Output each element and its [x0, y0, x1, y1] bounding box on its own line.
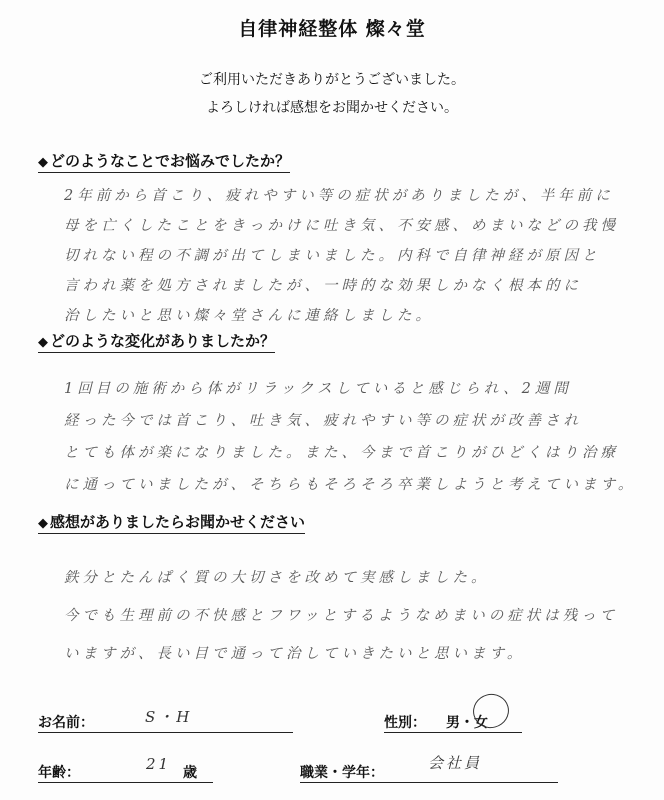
form-title: 自律神経整体 燦々堂 [238, 18, 426, 40]
question-1-label: どのようなことでお悩みでしたか？ [50, 152, 291, 170]
age-value: 21 [146, 755, 172, 773]
answer-line: に通っていましたが、そちらもそろそろ卒業しようと考えています。 [64, 477, 637, 493]
answer-line: 母を亡くしたことをきっかけに吐き気、不安感、めまいなどの我慢 [64, 218, 619, 234]
answer-line: 切れない程の不調が出てしまいました。内科で自律神経が原因と [64, 248, 601, 264]
diamond-bullet-icon: ◆ [38, 155, 48, 170]
answer-2 [64, 373, 640, 501]
answer-line: 今でも生理前の不快感とフワッとするようなめまいの症状は残って [64, 608, 619, 624]
occupation-underline [300, 782, 558, 783]
answer-line: とても体が楽になりました。また、今まで首こりがひどくはり治療 [64, 445, 619, 461]
answer-line: いますが、長い目で通って治していきたいと思います。 [64, 646, 526, 662]
name-label: お名前： [38, 715, 94, 731]
intro-line: ご利用いただきありがとうございました。 [199, 72, 465, 88]
occupation-value: 会社員 [428, 754, 483, 772]
gender-option-female: 女 [474, 715, 488, 731]
gender-underline [384, 732, 522, 733]
question-1-underline [38, 152, 290, 173]
answer-line: 経った今では首こり、吐き気、疲れやすい等の症状が改善され [64, 413, 582, 429]
diamond-bullet-icon: ◆ [38, 516, 48, 531]
name-value: S・H [145, 708, 193, 726]
age-label: 年齢： [38, 765, 80, 781]
question-3-heading [38, 511, 305, 532]
occupation-label: 職業・学年： [300, 765, 384, 781]
intro-text [0, 66, 664, 122]
question-3-label: 感想がありましたらお聞かせください [50, 513, 306, 531]
intro-line: よろしければ感想をお聞かせください。 [206, 100, 458, 116]
age-underline [38, 782, 213, 783]
gender-option-male: 男 [446, 715, 460, 731]
question-2-heading [38, 330, 275, 351]
diamond-bullet-icon: ◆ [38, 335, 48, 350]
answer-line: 言われ薬を処方されましたが、一時的な効果しかなく根本的に [64, 278, 582, 294]
answer-line: 治したいと思い燦々堂さんに連絡しました。 [64, 308, 434, 324]
question-1-heading [38, 150, 290, 171]
question-3-underline [38, 513, 305, 534]
question-2-underline [38, 332, 275, 353]
question-2-label: どのような変化がありましたか？ [50, 332, 276, 350]
age-unit: 歳 [183, 765, 197, 781]
answer-3 [64, 559, 640, 673]
answer-line: 2年前から首こり、疲れやすい等の症状がありましたが、半年前に [64, 188, 614, 204]
answer-line: 1回目の施術から体がリラックスしていると感じられ、2週間 [64, 381, 572, 397]
answer-1 [64, 181, 640, 331]
gender-label: 性別： [384, 715, 426, 731]
answer-line: 鉄分とたんぱく質の大切さを改めて実感しました。 [64, 570, 490, 586]
gender-separator: ・ [460, 715, 474, 731]
name-underline [38, 732, 293, 733]
